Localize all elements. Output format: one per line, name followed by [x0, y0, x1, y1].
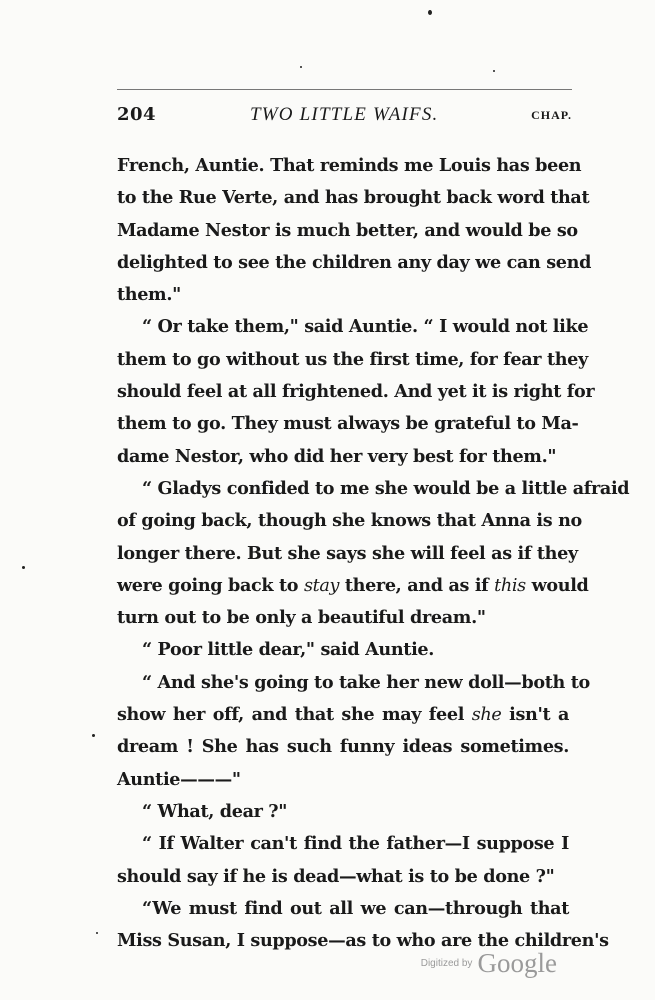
text-segment: should say if he is dead—what is to be done ?" — [117, 865, 555, 887]
text-line — [117, 602, 569, 634]
text-segment: “ What, dear ?" — [142, 800, 288, 822]
text-segment: “ If Walter can't find the father—I suppose I — [142, 833, 569, 855]
text-line — [117, 893, 569, 925]
text-segment: show her off, and that she may feel — [117, 704, 472, 726]
text-segment: would — [525, 574, 589, 596]
text-line — [117, 731, 569, 763]
body-text — [117, 150, 630, 957]
ink-speck — [493, 70, 495, 72]
text-line — [117, 150, 582, 182]
text-line — [117, 376, 595, 408]
ink-speck — [96, 932, 98, 934]
text-line — [117, 828, 569, 860]
text-segment: French, Auntie. That reminds me Louis has been — [117, 155, 582, 176]
text-segment: them to go. They must always be grateful to Ma- — [117, 413, 579, 435]
italic-emphasis: stay — [303, 575, 340, 596]
text-segment: turn out to be only a beautiful dream." — [117, 607, 486, 629]
text-line — [117, 441, 569, 473]
text-segment: Madame Nestor is much better, and would be so — [117, 219, 578, 241]
text-segment: “ Gladys confided to me she would be a little afraid — [142, 477, 630, 499]
text-line — [117, 182, 590, 214]
text-line — [117, 634, 569, 666]
text-line — [117, 570, 589, 602]
text-segment: “ And she's going to take her new doll—both to — [142, 671, 590, 693]
text-line — [117, 796, 569, 828]
chapter-label: CHAP. — [531, 108, 572, 122]
text-line — [117, 215, 578, 247]
text-line — [117, 699, 569, 731]
text-line — [117, 667, 590, 699]
italic-emphasis: she — [471, 705, 502, 726]
page-header — [117, 102, 572, 130]
page-number: 204 — [117, 104, 157, 125]
text-line — [117, 247, 592, 279]
italic-emphasis: this — [494, 575, 526, 596]
text-line — [117, 861, 569, 893]
text-segment: isn't a — [501, 704, 569, 726]
text-line — [117, 279, 569, 311]
text-segment: longer there. But she says she will feel as if they — [117, 542, 578, 564]
google-logo: Google — [477, 948, 557, 978]
text-segment: dream ! She has such funny ideas sometimes. — [117, 736, 569, 758]
text-segment: “ Or take them," said Auntie. “ I would not like — [142, 316, 589, 338]
text-segment: Auntie———" — [117, 768, 241, 790]
text-segment: delighted to see the children any day we can send — [117, 251, 592, 273]
text-segment: were going back to — [117, 574, 304, 596]
text-segment: them to go without us the first time, for fear they — [117, 348, 588, 370]
text-line — [117, 764, 569, 796]
text-line — [117, 408, 579, 440]
text-segment: them." — [117, 284, 181, 306]
ink-speck — [92, 734, 95, 737]
header-rule — [117, 89, 572, 90]
ink-speck — [22, 566, 25, 569]
text-segment: dame Nestor, who did her very best for them." — [117, 445, 557, 467]
text-line — [117, 505, 582, 537]
text-segment: “ Poor little dear," said Auntie. — [142, 639, 435, 661]
watermark-prefix: Digitized by — [420, 958, 473, 969]
ink-speck — [300, 66, 302, 68]
text-line — [117, 473, 630, 505]
text-segment: there, and as if — [339, 574, 495, 596]
text-line — [117, 344, 588, 376]
text-segment: “We must find out all we can—through that — [142, 897, 569, 919]
text-line — [117, 311, 589, 343]
running-title: TWO LITTLE WAIFS. — [250, 104, 439, 125]
text-segment: Miss Susan, I suppose—as to who are the children's — [117, 930, 609, 952]
text-segment: to the Rue Verte, and has brought back word that — [117, 187, 590, 209]
text-segment: should feel at all frightened. And yet it is right for — [117, 381, 595, 403]
ink-speck — [428, 10, 432, 15]
text-line — [117, 538, 578, 570]
text-segment: of going back, though she knows that Anna is no — [117, 510, 582, 532]
digitized-watermark — [421, 948, 557, 979]
